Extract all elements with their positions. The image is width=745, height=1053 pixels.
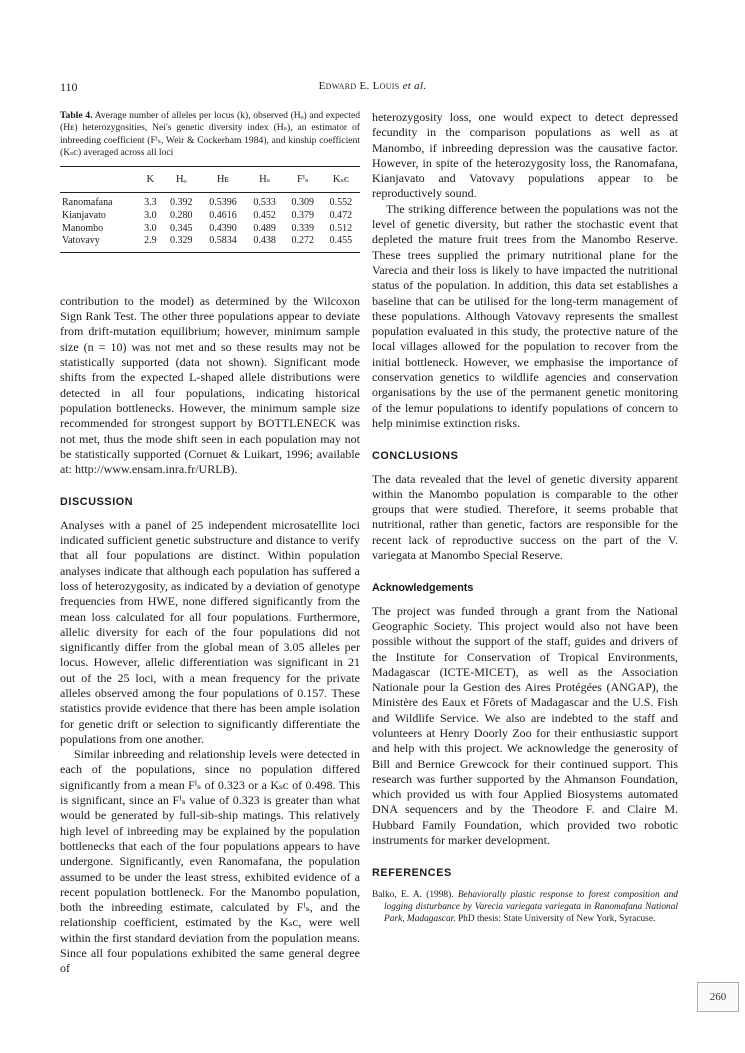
table-header-cell: Hₛ bbox=[246, 167, 284, 193]
table-cell: 0.4390 bbox=[209, 222, 237, 234]
table-cell: 0.5396 bbox=[209, 197, 237, 209]
table-cell: 0.452 bbox=[253, 210, 276, 222]
running-head-author: Edward E. Louis bbox=[318, 80, 400, 92]
table-row bbox=[60, 235, 360, 252]
table-cell: Vatovavy bbox=[60, 235, 138, 252]
table-cell: 0.345 bbox=[169, 222, 193, 234]
diversity-table bbox=[60, 166, 360, 253]
table-cell: 0.329 bbox=[162, 235, 200, 252]
table-header-cell: Hₒ bbox=[162, 167, 200, 193]
table-cell: 0.4616 bbox=[209, 210, 237, 222]
table-row bbox=[60, 223, 360, 236]
table-cell: Kianjavato bbox=[62, 210, 106, 222]
table-cell: 3.0 bbox=[144, 210, 157, 222]
table-cell: 0.309 bbox=[291, 197, 315, 209]
table-cell: Manombo bbox=[62, 222, 104, 234]
continued-paragraph: heterozygosity loss, one would expect to detect depressed fecundity in the comparison populations as well as at Manombo, if inbreeding depression was the causative factor. However, in spite of the heterozygosity loss, the Ranomafana, Kianjavato and Vatovavy populations appear to be reproductively sound. bbox=[372, 110, 678, 201]
table-cell: 0.455 bbox=[322, 235, 360, 252]
table-label: Table 4. bbox=[60, 110, 93, 121]
table-cell: 3.3 bbox=[144, 197, 157, 209]
left-column bbox=[60, 110, 360, 977]
acknowledgements-paragraph: The project was funded through a grant from the National Geographic Society. This project would also not have been possible without the support of the staff, guides and drivers of the Institute for Conservation of Tropical Environments, Madagascar (ICTE-MICET), as well as the Association Nationale pour la Gestion des Aires Protégées (ANGAP), the Ministère des Eaux et Fôrets of Madagascar and the U.S. Fish and Wildlife Service. We also are indebted to the staff and volunteers at Henry Doorly Zoo for their enthusiastic support and help with this project. We acknowledge the generosity of Bill and Bernice Grewcock for their continued support. This research was further supported by the Ahmanson Foundation, which provided us with four Applied Biosystems automated DNA sequencers and by the Theodore F. and Claire M. Hubbard Family Foundation, which provided two robotic instruments for marker development. bbox=[372, 603, 678, 848]
conclusions-paragraph: The data revealed that the level of genetic diversity apparent within the Manombo population is comparable to the other groups that were studied. Therefore, it seems probable that nutritional, rather than genetic, factors are responsible for the recent lack of reproductive success on the part of the V. variegata at Manombo Special Reserve. bbox=[372, 471, 678, 563]
table-cell: 0.438 bbox=[246, 235, 284, 252]
acknowledgements-heading: Acknowledgements bbox=[372, 582, 474, 595]
running-head-etal: et al. bbox=[402, 80, 427, 92]
table-header-row bbox=[60, 167, 360, 193]
conclusions-heading: CONCLUSIONS bbox=[372, 450, 459, 463]
table-cell: 0.280 bbox=[169, 210, 193, 222]
table-cell: 0.472 bbox=[329, 210, 353, 222]
discussion-paragraph: Analyses with a panel of 25 independent microsatellite loci indicated sufficient genetic substructure and distance to verify that all four populations are distinct. Within population analyses indicate that although each population has suffered a loss of heterozygosity, as indicated by a deviation of genotype frequencies from HWE, none differed significantly from the mean loss calculated for all four populations. Furthermore, allelic diversity for each of the four populations did not significantly differ from the global mean of 3.05 alleles per locus. However, allelic differentiation was significant in 21 out of the 25 loci, with a mean frequency for the private alleles observed among the four populations of 0.157. These statistics provide evidence that there has been ample isolation for genetic drift or selection to significantly differentiate the populations from one another. bbox=[60, 517, 360, 746]
reference-source: PhD thesis: State University of New York, Syracuse. bbox=[457, 914, 656, 925]
table-cell: 0.552 bbox=[329, 197, 353, 209]
table-header-cell: Hᴇ bbox=[200, 167, 245, 193]
discussion-paragraph: Similar inbreeding and relationship levels were detected in each of the populations, since no population differed significantly from a mean Fᴵₛ of 0.323 or a Kₛᴄ of 0.498. This is significant, since an Fᴵₛ value of 0.323 is greater than what would be generated by full-sib-ship matings. This relatively high level of inbreeding may be explained by the population bottlenecks that each of the four populations appears to have undergone. Significantly, even Ranomafana, the population assumed to be under the least stress, exhibited evidence of a recent population bottleneck. For the Manombo population, both the inbreeding estimate, calculated by Fᴵₛ, and the relationship coefficient, estimated by the Kₛᴄ, were well within the first standard deviation from the population means. Since all four populations exhibited the same general degree of bbox=[60, 747, 360, 976]
table-header-cell: Kₛᴄ bbox=[322, 167, 360, 193]
column-spacer bbox=[60, 253, 360, 294]
right-column bbox=[372, 110, 678, 925]
page-number: 110 bbox=[60, 80, 78, 94]
reference-title: Behaviorally plastic response to forest composition and logging disturbance by Varecia variegata variegata in Ranomafana National Park, Madagascar. bbox=[384, 889, 678, 925]
table-cell: 0.379 bbox=[291, 210, 315, 222]
table-cell: 0.5834 bbox=[200, 235, 245, 252]
table-cell: 0.339 bbox=[291, 222, 315, 234]
discussion-heading: DISCUSSION bbox=[60, 496, 134, 509]
table-cell: 0.533 bbox=[253, 197, 276, 209]
table-cell: 3.0 bbox=[144, 222, 157, 234]
reference-authors: Balko, E. A. (1998). bbox=[372, 889, 454, 900]
page-stamp: 260 bbox=[697, 982, 739, 1012]
table-cell: 0.392 bbox=[169, 197, 193, 209]
table-cell: 0.489 bbox=[253, 222, 276, 234]
table-row bbox=[60, 193, 360, 210]
table-caption bbox=[60, 110, 360, 159]
reference-entry bbox=[372, 889, 678, 926]
table-header-cell bbox=[60, 167, 138, 193]
running-head bbox=[0, 80, 745, 92]
table-cell: Ranomafana bbox=[62, 197, 113, 209]
table-cell: 2.9 bbox=[138, 235, 162, 252]
body-paragraph: The striking difference between the populations was not the level of genetic diversity, but rather the stochastic event that depleted the mature fruit trees from the Manombo Reserve. These trees supplied the primary nutritional plane for the Varecia and their loss is likely to have impacted the nutritional status of the population. In addition, this data set establishes a baseline that can be utilised for the long-term management of these populations. Although Vatovavy represents the smallest population evaluated in this study, the protective nature of the local villages allowed for the population to recover from the initial bottleneck. However, we emphasise the importance of conservation genetics to wildlife agencies and conservation organisations by the use of the permanent genetic monitoring of the lemur populations to identify populations of concern to help minimise extinction risks. bbox=[372, 201, 678, 430]
table-header-cell: Fᴵₛ bbox=[284, 167, 322, 193]
table-cell: 0.512 bbox=[329, 222, 353, 234]
table-row bbox=[60, 210, 360, 223]
table-caption-text: Average number of alleles per locus (k), observed (Hₒ) and expected (Hᴇ) heterozygosities, Nei's genetic diversity index (Hₛ), an estimator of inbreeding coefficient (Fᴵₛ, Weir & Cockerham 1984), and kinship coefficient (Kₛᴄ) averaged across all loci bbox=[60, 110, 361, 158]
table-header-cell: K bbox=[138, 167, 162, 193]
continued-paragraph: contribution to the model) as determined by the Wilcoxon Sign Rank Test. The other three populations appear to deviate from drift-mutation equilibrium; however, minimum sample size (n = 10) was not met and so these results may not be statistically supported (data not shown). Significant mode shifts from the expected L-shaped allele distributions were detected in all four populations, indicating historical population bottlenecks. However, the minimum sample size recommended for strongest support by BOTTLENECK was not met, thus the mode shift seen in each population may not be statistically supported (Cornuet & Luikart, 1996; available at: http://www.ensam.inra.fr/URLB). bbox=[60, 293, 360, 477]
references-heading: REFERENCES bbox=[372, 867, 452, 880]
table-cell: 0.272 bbox=[284, 235, 322, 252]
